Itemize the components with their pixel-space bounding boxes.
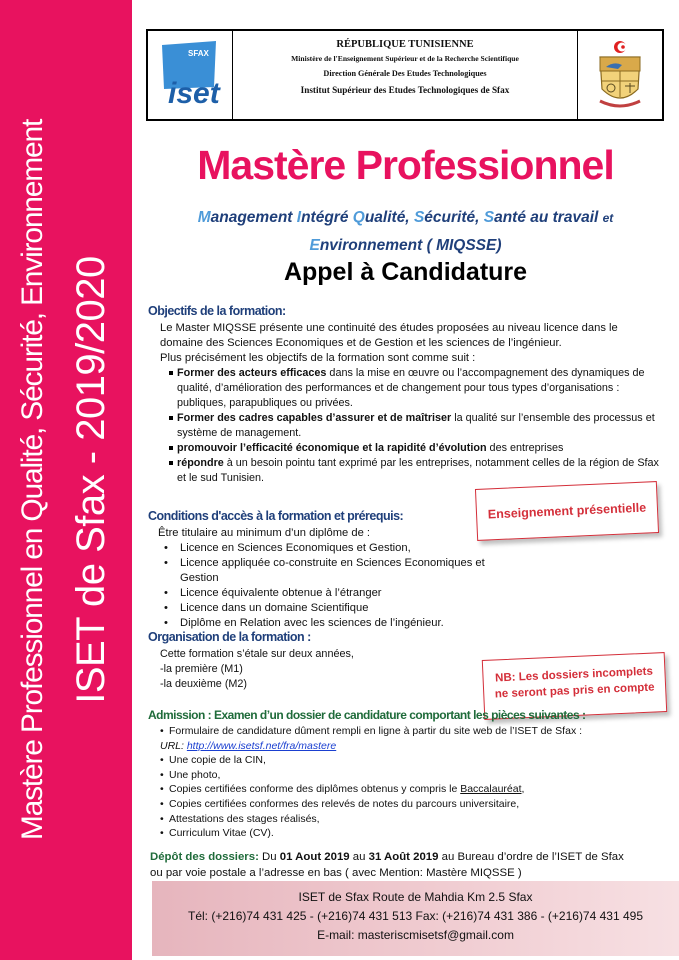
objectives-section: [160, 321, 662, 366]
organisation-line: -la première (M1): [160, 663, 243, 675]
subtitle-word: écurité,: [424, 209, 484, 226]
list-item: • Curriculum Vitae (CV).: [160, 826, 630, 841]
footer-email: E-mail: masteriscmisetsf@gmail.com: [317, 928, 514, 942]
subtitle-initial: S: [413, 209, 425, 226]
submission-start-date: 01 Aout 2019: [279, 851, 350, 863]
list-item: • Licence en Sciences Economiques et Gestion,: [160, 541, 488, 556]
subtitle-initial: M: [197, 209, 211, 226]
organisation-section: [160, 647, 460, 692]
subtitle-initial: I: [296, 209, 302, 226]
list-item: [168, 366, 662, 411]
iset-logo-icon: [148, 31, 232, 119]
subtitle-word: anté au travail: [494, 209, 603, 226]
teaching-mode-badge: Enseignement présentielle: [475, 481, 659, 541]
sidebar-text: [14, 120, 118, 840]
iset-logo: [148, 31, 233, 119]
list-item: • Licence appliquée co-construite en Sciences Economiques et Gestion: [160, 556, 488, 586]
objective-bold: Former des cadres capables d’assurer et de maîtriser: [177, 412, 452, 424]
submission-info: [150, 849, 630, 881]
objective-text: des entreprises: [486, 442, 564, 454]
list-item: [168, 411, 662, 441]
organisation-heading: Organisation de la formation :: [148, 630, 311, 644]
objectives-heading: Objectifs de la formation:: [148, 304, 286, 318]
header-direction: Direction Générale Des Etudes Technologiques: [323, 69, 487, 78]
list-item: • Formulaire de candidature dûment rempli en ligne à partir du site web de l’ISET de Sfax :: [160, 724, 630, 739]
admission-text: ,: [521, 783, 525, 796]
objective-bold: répondre: [177, 457, 224, 469]
subtitle-et: et: [602, 211, 614, 225]
program-subtitle: [132, 204, 679, 260]
objective-text: la qualité sur l’ensemble des processus et système de management.: [177, 412, 655, 439]
objectives-intro: Le Master MIQSSE présente une continuité des études proposées au niveau licence dans le domaine des Sciences Economiques et de Gestion et les sciences de l’ingénieur.: [160, 322, 618, 349]
tunisia-coat-of-arms: [577, 31, 662, 119]
admission-text: Copies certifiées conforme des diplômes obtenus y compris le: [169, 783, 461, 796]
submission-label: Dépôt des dossiers:: [150, 851, 259, 863]
submission-text: Du: [258, 851, 280, 863]
objective-bold: Former des acteurs efficaces: [177, 367, 327, 379]
submission-text: au: [349, 851, 369, 863]
subtitle-initial: E: [309, 237, 320, 254]
sidebar-school-year: ISET de Sfax - 2019/2020: [69, 256, 113, 704]
header-institute: Institut Supérieur des Etudes Technologiques de Sfax: [300, 85, 510, 95]
conditions-section: [158, 526, 488, 631]
objective-text: dans la mise en œuvre ou l’accompagnement des dynamiques de qualité, d’amélioration des performances et de changement pour tous types d’organisations : publiques, parapubliques ou privées.: [177, 367, 645, 409]
admission-section: [160, 724, 630, 841]
footer-contact: [152, 888, 679, 945]
notice-line: NB: Les dossiers incomplets: [494, 665, 654, 685]
list-item: • Une copie de la CIN,: [160, 753, 630, 768]
list-item: • Copies certifiées conformes des relevés de notes du parcours universitaire,: [160, 797, 630, 812]
url-line: [160, 739, 630, 754]
list-item: • Licence dans un domaine Scientifique: [160, 601, 488, 616]
coat-of-arms-icon: [578, 31, 662, 119]
subtitle-initial: S: [483, 209, 495, 226]
mastere-url-link[interactable]: http://www.isetsf.net/fra/mastere: [186, 739, 337, 752]
objective-text: à un besoin pointu tant exprimé par les entreprises, notamment celles de la région de Sfax et le sud Tunisien.: [177, 457, 659, 484]
list-item: [168, 456, 662, 486]
list-item: [160, 782, 630, 797]
notice-line: ne seront pas pris en compte: [494, 681, 655, 701]
admission-heading: Admission : Examen d’un dossier de candidature comportant les pièces suivantes :: [148, 708, 586, 722]
header-box: [146, 29, 664, 121]
url-label: URL:: [160, 739, 187, 752]
list-item: • Licence équivalente obtenue à l’étranger: [160, 586, 488, 601]
sidebar-program-title: Mastère Professionnel en Qualité, Sécurité, Environnement: [16, 119, 49, 841]
submission-end-date: 31 Août 2019: [368, 851, 439, 863]
sidebar-banner: [0, 0, 132, 960]
footer-address: ISET de Sfax Route de Mahdia Km 2.5 Sfax: [298, 890, 533, 904]
organisation-line: -la deuxième (M2): [160, 678, 248, 690]
subtitle-word: ualité,: [364, 209, 414, 226]
subtitle-word: ntégré: [301, 209, 353, 226]
objectives-intro-2: Plus précisément les objectifs de la formation sont comme suit :: [160, 352, 476, 364]
svg-text:iset: iset: [168, 77, 220, 110]
objectives-list: [168, 366, 662, 486]
call-for-applications: Appel à Candidature: [283, 258, 528, 286]
list-item: • Attestations des stages réalisés,: [160, 812, 630, 827]
objective-bold: promouvoir l’efficacité économique et la rapidité d’évolution: [177, 442, 487, 454]
header-titles: [232, 39, 578, 95]
footer: [132, 881, 679, 960]
subtitle-word: nvironnement ( MIQSSE): [319, 237, 502, 254]
subtitle-word: anagement: [210, 209, 297, 226]
header-ministry: Ministère de l'Enseignement Supérieur et de la Recherche Scientifique: [291, 54, 519, 63]
header-republic: RÉPUBLIQUE TUNISIENNE: [336, 39, 474, 50]
svg-text:SFAX: SFAX: [188, 49, 209, 58]
footer-phone-fax: Tél: (+216)74 431 425 - (+216)74 431 513 Fax: (+216)74 431 386 - (+216)74 431 495: [188, 909, 643, 923]
conditions-intro: Être titulaire au minimum d’un diplôme de :: [158, 527, 371, 539]
baccalaureat-text: Baccalauréat: [460, 783, 522, 796]
list-item: [168, 441, 662, 456]
submission-text: au Bureau d’ordre de l’ISET de Sfax ou par voie postale a l’adresse en bas ( avec Mention: Mastère MIQSSE ): [150, 851, 624, 879]
subtitle-initial: Q: [352, 209, 365, 226]
list-item: • Une photo,: [160, 768, 630, 783]
list-item: • Diplôme en Relation avec les sciences de l’ingénieur.: [160, 616, 488, 631]
conditions-heading: Conditions d'accès à la formation et prérequis:: [148, 509, 404, 523]
page-title: Mastère Professionnel: [197, 142, 614, 188]
organisation-line: Cette formation s’étale sur deux années,: [160, 648, 354, 660]
